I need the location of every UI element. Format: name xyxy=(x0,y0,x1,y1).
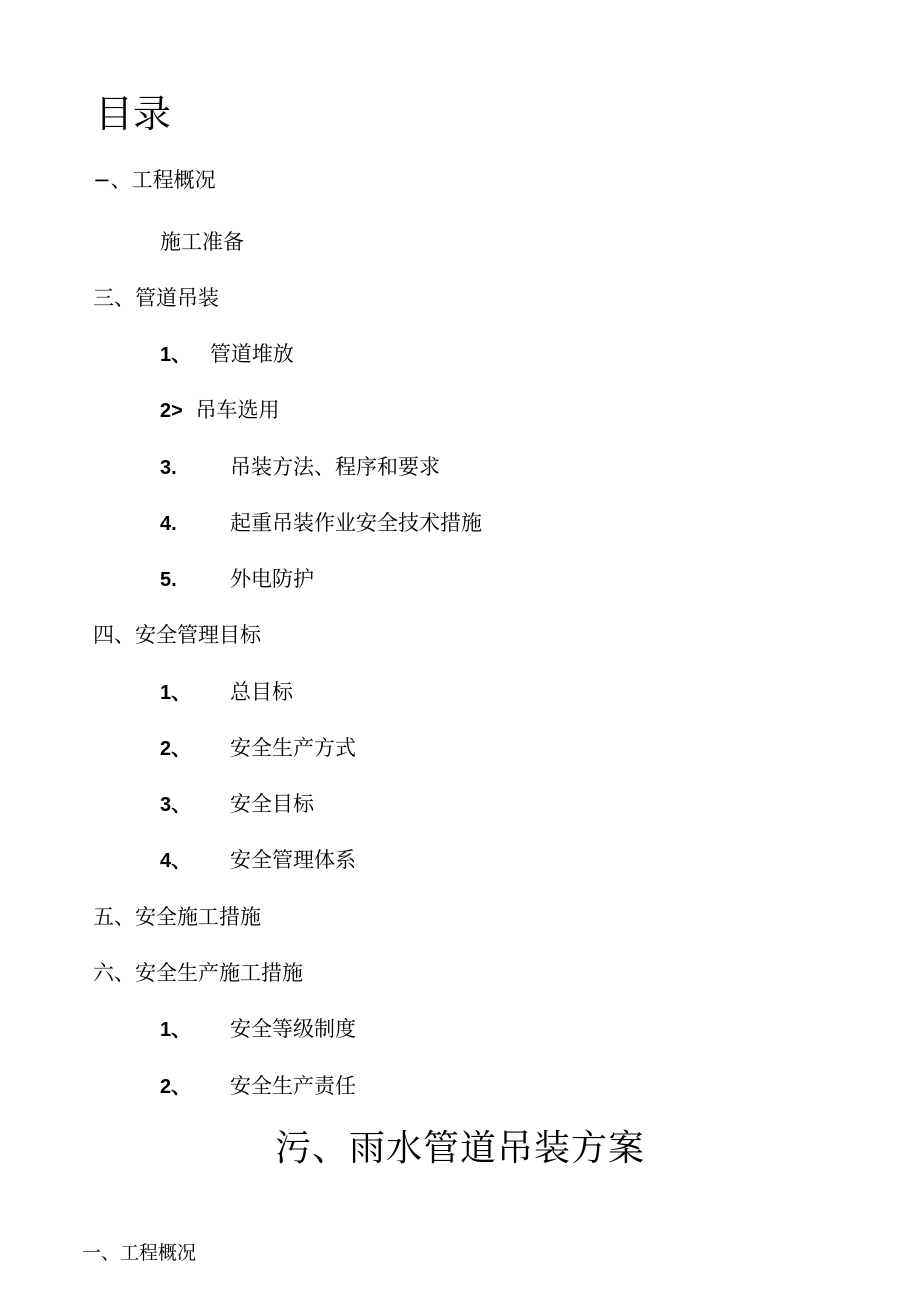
toc-entry-text: 安全生产责任 xyxy=(230,1074,356,1098)
section-heading: 一、工程概况 xyxy=(82,1242,197,1264)
toc-entry-text: 安全等级制度 xyxy=(230,1017,356,1041)
toc-entry-number: 3. xyxy=(160,457,177,479)
toc-entry-number: 3、 xyxy=(160,794,192,816)
toc-entry-text: 安全目标 xyxy=(230,792,314,816)
toc-title: 目录 xyxy=(95,92,172,136)
toc-entry-text: 安全管理体系 xyxy=(230,848,356,872)
toc-entry-number: 1、 xyxy=(160,344,192,366)
toc-entry-3[interactable] xyxy=(93,284,219,312)
toc-entry-text: 起重吊装作业安全技术措施 xyxy=(230,511,482,535)
toc-entry-6[interactable] xyxy=(93,959,303,987)
toc-entry-4-1[interactable] xyxy=(160,678,293,707)
toc-entry-3-3[interactable] xyxy=(160,453,440,482)
toc-entry-6-2[interactable] xyxy=(160,1072,356,1101)
toc-entry-text: 四、安全管理目标 xyxy=(93,623,261,647)
toc-entry-number: 4. xyxy=(160,513,177,535)
toc-entry-text: 安全生产方式 xyxy=(230,736,356,760)
toc-entry-number: 2> xyxy=(160,400,183,422)
toc-entry-text: 吊车选用 xyxy=(195,398,280,422)
toc-entry-1[interactable] xyxy=(93,166,216,194)
toc-entry-text: 六、安全生产施工措施 xyxy=(93,961,303,985)
toc-entry-number: 1、 xyxy=(160,1019,192,1041)
toc-entry-text: 施工准备 xyxy=(160,230,244,254)
toc-entry-number: 2、 xyxy=(160,738,192,760)
toc-entry-3-4[interactable] xyxy=(160,509,482,538)
toc-entry-4-3[interactable] xyxy=(160,790,314,819)
toc-entry-4[interactable] xyxy=(93,621,261,649)
toc-entry-5[interactable] xyxy=(93,903,261,931)
toc-entry-4-2[interactable] xyxy=(160,734,356,763)
document-title: 污、雨水管道吊装方案 xyxy=(274,1128,645,1169)
toc-entry-text: 总目标 xyxy=(230,680,293,704)
toc-entry-number: 1、 xyxy=(160,682,192,704)
toc-entry-text: 外电防护 xyxy=(230,567,314,591)
toc-entry-3-2[interactable] xyxy=(160,396,280,425)
toc-entry-4-4[interactable] xyxy=(160,846,356,875)
toc-entry-text: 吊装方法、程序和要求 xyxy=(230,455,440,479)
toc-entry-number: 2、 xyxy=(160,1076,192,1098)
toc-entry-number: 5. xyxy=(160,569,177,591)
toc-entry-3-1[interactable] xyxy=(160,340,294,369)
toc-entry-6-1[interactable] xyxy=(160,1015,356,1044)
toc-entry-2[interactable] xyxy=(160,228,244,256)
toc-entry-number: 4、 xyxy=(160,850,192,872)
toc-entry-text: 五、安全施工措施 xyxy=(93,905,261,929)
toc-entry-text: 三、管道吊装 xyxy=(93,286,219,310)
toc-entry-3-5[interactable] xyxy=(160,565,314,594)
toc-entry-text: 管道堆放 xyxy=(209,342,294,366)
toc-entry-text: −、工程概况 xyxy=(93,168,216,192)
